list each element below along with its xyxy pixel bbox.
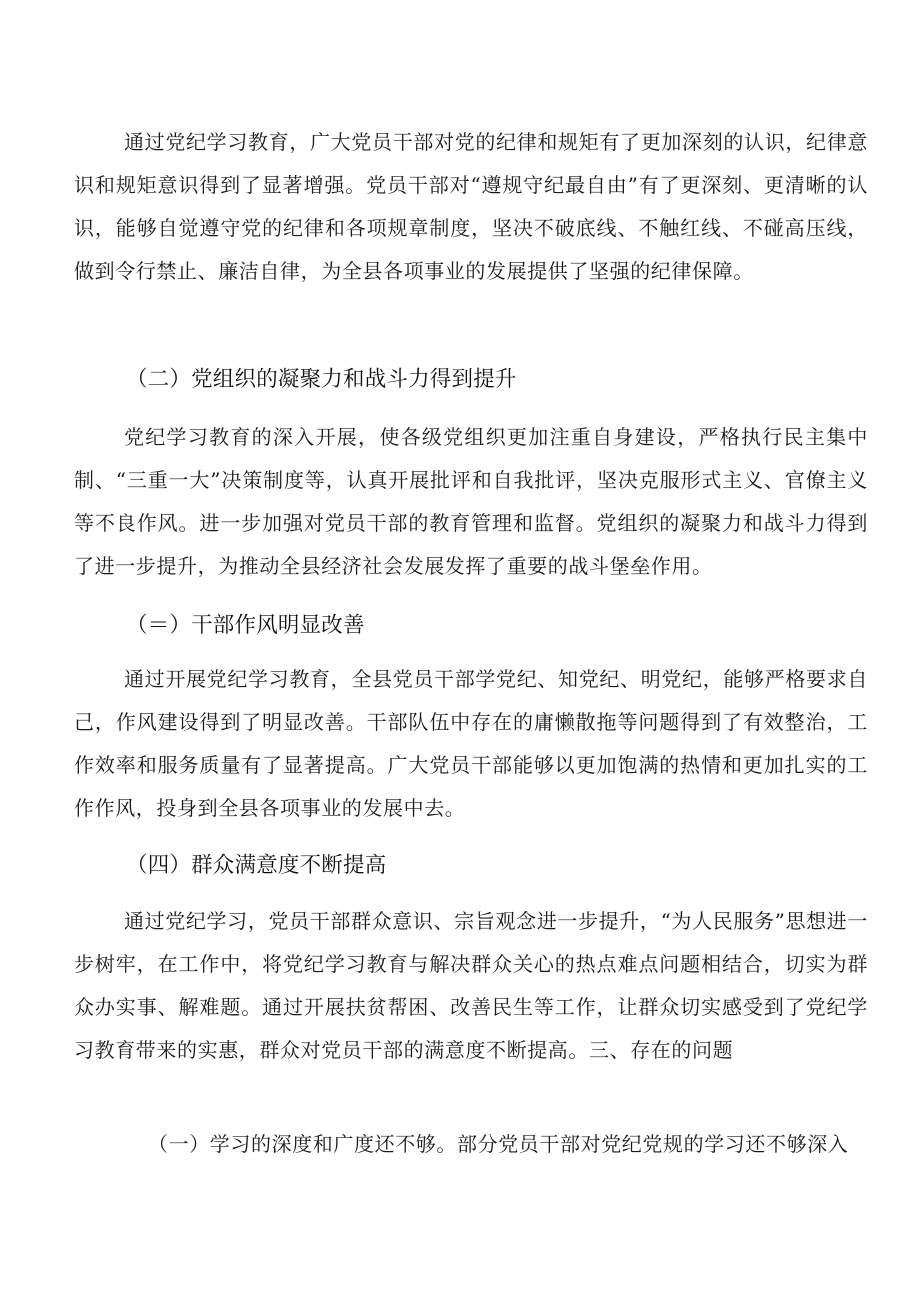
heading-cadre-work-style: （＝）干部作风明显改善 — [126, 613, 365, 638]
paragraph-party-organization: 党纪学习教育的深入开展，使各级党组织更加注重自身建设，严格执行民主集中制、“三重一大”决策制度等，认真开展批评和自我批评，坚决克服形式主义、官僚主义等不良作风。进一步加强对党员干部的教育管理和监督。党组织的凝聚力和战斗力得到了进一步提升，为推动全县经济社会发展发挥了重要的战斗堡垒作用。 — [74, 425, 868, 578]
heading-party-organization-cohesion: （二）党组织的凝聚力和战斗力得到提升 — [126, 367, 517, 392]
heading-public-satisfaction: （四）群众满意度不断提高 — [126, 853, 387, 878]
paragraph-discipline-awareness: 通过党纪学习教育，广大党员干部对党的纪律和规矩有了更加深刻的认识，纪律意识和规矩意识得到了显著增强。党员干部对“遵规守纪最自由”有了更深刻、更清晰的认识，能够自觉遵守党的纪律和各项规章制度，坚决不破底线、不触红线、不碰高压线，做到令行禁止、廉洁自律，为全县各项事业的发展提供了坚强的纪律保障。 — [74, 130, 868, 283]
paragraph-existing-problems: （一）学习的深度和广度还不够。部分党员干部对党纪党规的学习还不够深入 — [148, 1132, 849, 1156]
paragraph-public-satisfaction: 通过党纪学习，党员干部群众意识、宗旨观念进一步提升，“为人民服务”思想进一步树牢，在工作中，将党纪学习教育与解决群众关心的热点难点问题相结合，切实为群众办实事、解难题。通过开展扶贫帮困、改善民生等工作，让群众切实感受到了党纪学习教育带来的实惠，群众对党员干部的满意度不断提高。三、存在的问题 — [74, 909, 868, 1062]
paragraph-cadre-work-style: 通过开展党纪学习教育，全县党员干部学党纪、知党纪、明党纪，能够严格要求自己，作风建设得到了明显改善。干部队伍中存在的庸懒散拖等问题得到了有效整治，工作效率和服务质量有了显著提高。广大党员干部能够以更加饱满的热情和更加扎实的工作作风，投身到全县各项事业的发展中去。 — [74, 667, 868, 820]
